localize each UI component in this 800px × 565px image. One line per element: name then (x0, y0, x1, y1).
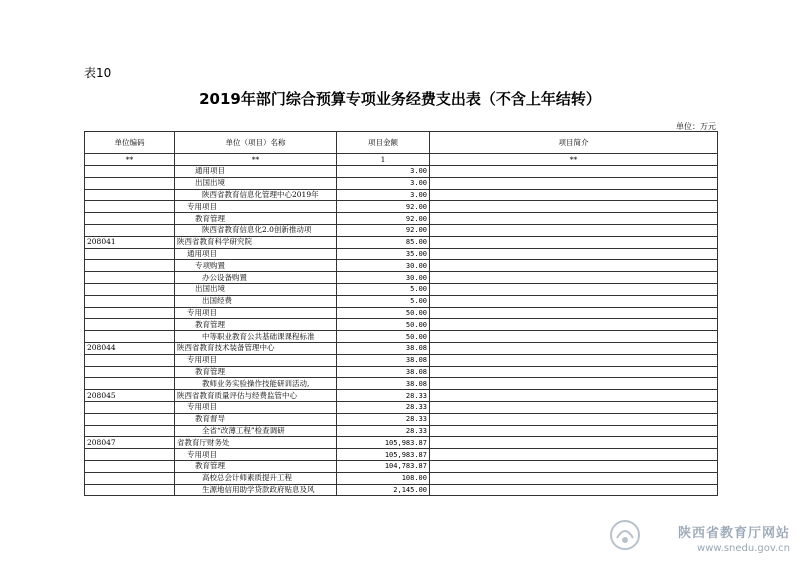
cell-amount: 38.08 (337, 342, 430, 354)
cell-code (85, 166, 175, 178)
cell-amount: 3.00 (337, 166, 430, 178)
cell-amount: 50.00 (337, 331, 430, 343)
cell-intro (430, 283, 718, 295)
cell-name: 教育管理 (175, 319, 337, 331)
cell-intro (430, 449, 718, 461)
cell-name: 办公设备购置 (175, 272, 337, 284)
cell-intro (430, 272, 718, 284)
table-row (85, 307, 718, 319)
table-row (85, 460, 718, 472)
table-row (85, 224, 718, 236)
cell-intro (430, 319, 718, 331)
cell-intro (430, 366, 718, 378)
cell-intro (430, 413, 718, 425)
cell-amount: 3.00 (337, 177, 430, 189)
marker-intro: ** (430, 154, 718, 166)
header-code: 单位编码 (85, 132, 175, 154)
cell-code (85, 449, 175, 461)
cell-intro (430, 484, 718, 496)
table-row (85, 354, 718, 366)
cell-code (85, 378, 175, 390)
cell-intro (430, 460, 718, 472)
table-row (85, 295, 718, 307)
cell-code (85, 307, 175, 319)
cell-amount: 108.00 (337, 472, 430, 484)
table-row (85, 248, 718, 260)
table-row (85, 472, 718, 484)
cell-amount: 38.08 (337, 378, 430, 390)
unit-label: 单位：万元 (676, 122, 716, 131)
header-row (85, 132, 718, 154)
cell-code (85, 201, 175, 213)
cell-amount: 85.00 (337, 236, 430, 248)
table-row (85, 201, 718, 213)
cell-intro (430, 390, 718, 402)
cell-amount: 30.00 (337, 260, 430, 272)
cell-amount: 92.00 (337, 224, 430, 236)
cell-code (85, 319, 175, 331)
cell-intro (430, 401, 718, 413)
cell-intro (430, 295, 718, 307)
cell-code (85, 177, 175, 189)
cell-code (85, 354, 175, 366)
table-row (85, 331, 718, 343)
cell-amount: 35.00 (337, 248, 430, 260)
table-row (85, 213, 718, 225)
cell-code (85, 401, 175, 413)
cell-amount: 28.33 (337, 413, 430, 425)
cell-amount: 38.08 (337, 354, 430, 366)
table-row (85, 189, 718, 201)
cell-name: 高校总会计师素质提升工程 (175, 472, 337, 484)
header-amount: 项目金额 (337, 132, 430, 154)
watermark-site-name: 陕西省教育厅网站 (677, 526, 790, 541)
cell-amount: 28.33 (337, 401, 430, 413)
cell-code (85, 248, 175, 260)
cell-code (85, 272, 175, 284)
table-row (85, 342, 718, 354)
cell-intro (430, 354, 718, 366)
cell-name: 出国出境 (175, 283, 337, 295)
table-row (85, 484, 718, 496)
cell-code (85, 413, 175, 425)
cell-intro (430, 307, 718, 319)
marker-amount: 1 (337, 154, 430, 166)
cell-name: 中等职业教育公共基础课课程标准 (175, 331, 337, 343)
cell-name: 专用项目 (175, 201, 337, 213)
cell-intro (430, 177, 718, 189)
cell-intro (430, 201, 718, 213)
cell-name: 教育管理 (175, 366, 337, 378)
cell-name: 专项购置 (175, 260, 337, 272)
cell-amount: 30.00 (337, 272, 430, 284)
cell-code (85, 484, 175, 496)
cell-code (85, 224, 175, 236)
cell-intro (430, 425, 718, 437)
table-row (85, 272, 718, 284)
cell-code (85, 472, 175, 484)
marker-row (85, 154, 718, 166)
table-row (85, 366, 718, 378)
cell-amount: 2,145.00 (337, 484, 430, 496)
cell-code (85, 213, 175, 225)
cell-amount: 5.00 (337, 295, 430, 307)
cell-name: 教师业务实验操作技能研训活动, (175, 378, 337, 390)
table-number: 表10 (84, 66, 112, 80)
cell-intro (430, 342, 718, 354)
cell-name: 教育督导 (175, 413, 337, 425)
table-row (85, 319, 718, 331)
cell-amount: 50.00 (337, 307, 430, 319)
header-name: 单位（项目）名称 (175, 132, 337, 154)
cell-code (85, 425, 175, 437)
table-row (85, 449, 718, 461)
cell-code (85, 331, 175, 343)
cell-name: 陕西省教育信息化2.0创新推动项 (175, 224, 337, 236)
watermark-url: www.snedu.gov.cn (697, 543, 790, 554)
cell-code (85, 189, 175, 201)
cell-code (85, 460, 175, 472)
cell-amount: 28.33 (337, 390, 430, 402)
cell-name: 专用项目 (175, 449, 337, 461)
cell-name: 省教育厅财务处 (175, 437, 337, 449)
cell-amount: 28.33 (337, 425, 430, 437)
table-row (85, 401, 718, 413)
cell-intro (430, 378, 718, 390)
table-row (85, 425, 718, 437)
cell-code: 208047 (85, 437, 175, 449)
cell-code (85, 295, 175, 307)
marker-code: ** (85, 154, 175, 166)
table-row (85, 378, 718, 390)
cell-amount: 50.00 (337, 319, 430, 331)
cell-intro (430, 260, 718, 272)
cell-name: 通用项目 (175, 248, 337, 260)
cell-name: 陕西省教育技术装备管理中心 (175, 342, 337, 354)
cell-code: 208044 (85, 342, 175, 354)
cell-intro (430, 472, 718, 484)
cell-code: 208045 (85, 390, 175, 402)
cell-amount: 5.00 (337, 283, 430, 295)
cell-amount: 92.00 (337, 201, 430, 213)
cell-intro (430, 331, 718, 343)
watermark-logo-icon (608, 518, 642, 552)
table-row (85, 260, 718, 272)
table-row (85, 413, 718, 425)
cell-intro (430, 248, 718, 260)
cell-name: 教育管理 (175, 213, 337, 225)
cell-intro (430, 166, 718, 178)
cell-amount: 104,783.87 (337, 460, 430, 472)
page-title: 2019年部门综合预算专项业务经费支出表（不含上年结转） (199, 90, 601, 108)
cell-name: 陕西省教育科学研究院 (175, 236, 337, 248)
cell-intro (430, 224, 718, 236)
cell-code (85, 366, 175, 378)
cell-name: 通用项目 (175, 166, 337, 178)
budget-table (84, 131, 718, 496)
cell-name: 教育管理 (175, 460, 337, 472)
cell-amount: 92.00 (337, 213, 430, 225)
cell-amount: 105,983.87 (337, 449, 430, 461)
table-row (85, 283, 718, 295)
watermark (678, 522, 790, 554)
cell-intro (430, 437, 718, 449)
cell-intro (430, 189, 718, 201)
cell-amount: 105,983.87 (337, 437, 430, 449)
table-row (85, 437, 718, 449)
table-row (85, 166, 718, 178)
cell-name: 全省“改薄工程”检查调研 (175, 425, 337, 437)
cell-intro (430, 213, 718, 225)
cell-code (85, 260, 175, 272)
cell-amount: 38.08 (337, 366, 430, 378)
table-row (85, 236, 718, 248)
cell-name: 出国出境 (175, 177, 337, 189)
cell-name: 陕西省教育信息化管理中心2019年 (175, 189, 337, 201)
cell-amount: 3.00 (337, 189, 430, 201)
header-intro: 项目简介 (430, 132, 718, 154)
marker-name: ** (175, 154, 337, 166)
cell-intro (430, 236, 718, 248)
cell-name: 出国经费 (175, 295, 337, 307)
cell-name: 专用项目 (175, 401, 337, 413)
cell-name: 专用项目 (175, 307, 337, 319)
cell-code (85, 283, 175, 295)
table-row (85, 390, 718, 402)
table-row (85, 177, 718, 189)
cell-name: 专用项目 (175, 354, 337, 366)
cell-name: 生源地信用助学贷款政府贴息及风 (175, 484, 337, 496)
cell-code: 208041 (85, 236, 175, 248)
cell-name: 陕西省教育质量评估与经费监管中心 (175, 390, 337, 402)
